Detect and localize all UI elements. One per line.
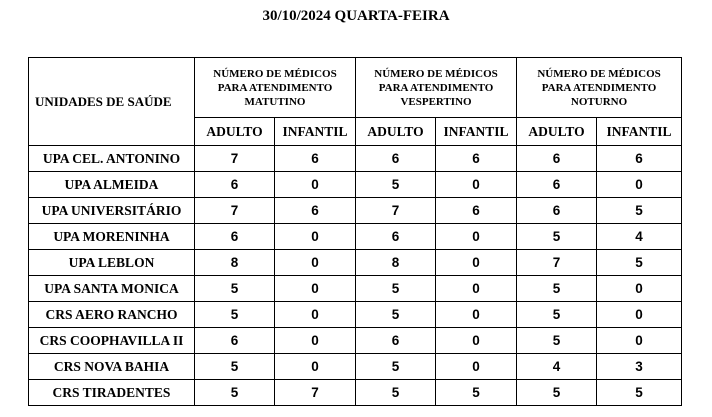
doctor-count-cell: 0 xyxy=(597,302,682,328)
doctor-count-cell: 5 xyxy=(597,198,682,224)
period-header-line: MATUTINO xyxy=(244,95,306,108)
sub-header-infantil: INFANTIL xyxy=(275,118,356,146)
table-body xyxy=(29,146,682,406)
table-row xyxy=(29,250,682,276)
period-header-line: PARA ATENDIMENTO xyxy=(378,81,494,94)
doctor-count-cell: 4 xyxy=(517,354,597,380)
doctor-count-cell: 8 xyxy=(195,250,275,276)
doctor-count-cell: 0 xyxy=(597,172,682,198)
table-row xyxy=(29,224,682,250)
doctor-count-cell: 0 xyxy=(597,328,682,354)
period-header-line: NÚMERO DE MÉDICOS xyxy=(374,67,498,80)
period-header-matutino xyxy=(195,58,356,118)
doctor-count-cell: 0 xyxy=(275,172,356,198)
sub-header-adulto: ADULTO xyxy=(356,118,436,146)
unit-name-cell: UPA UNIVERSITÁRIO xyxy=(29,198,195,224)
table-row xyxy=(29,198,682,224)
doctor-count-cell: 5 xyxy=(356,380,436,406)
period-header-line: NOTURNO xyxy=(570,95,628,108)
doctor-count-cell: 4 xyxy=(597,224,682,250)
doctor-count-cell: 7 xyxy=(195,146,275,172)
doctor-count-cell: 5 xyxy=(356,172,436,198)
doctor-count-cell: 5 xyxy=(436,380,517,406)
unit-name-cell: UPA SANTA MONICA xyxy=(29,276,195,302)
period-header-line: PARA ATENDIMENTO xyxy=(217,81,333,94)
doctor-count-cell: 7 xyxy=(517,250,597,276)
unit-column-header: UNIDADES DE SAÚDE xyxy=(29,58,195,146)
doctor-count-cell: 5 xyxy=(356,276,436,302)
doctor-count-cell: 0 xyxy=(275,302,356,328)
unit-name-cell: UPA ALMEIDA xyxy=(29,172,195,198)
doctor-count-cell: 6 xyxy=(517,198,597,224)
sub-header-adulto: ADULTO xyxy=(195,118,275,146)
doctor-count-cell: 5 xyxy=(195,302,275,328)
table-row xyxy=(29,380,682,406)
doctor-count-cell: 5 xyxy=(195,276,275,302)
doctor-count-cell: 0 xyxy=(275,276,356,302)
doctor-count-cell: 5 xyxy=(517,328,597,354)
period-header-noturno xyxy=(517,58,682,118)
table-row xyxy=(29,302,682,328)
doctor-count-cell: 0 xyxy=(436,276,517,302)
doctor-count-cell: 5 xyxy=(195,380,275,406)
doctor-count-cell: 6 xyxy=(597,146,682,172)
unit-name-cell: CRS COOPHAVILLA II xyxy=(29,328,195,354)
doctor-count-cell: 7 xyxy=(195,198,275,224)
doctor-count-cell: 0 xyxy=(436,354,517,380)
sub-header-infantil: INFANTIL xyxy=(436,118,517,146)
doctor-count-cell: 0 xyxy=(275,224,356,250)
period-header-line: NÚMERO DE MÉDICOS xyxy=(213,67,337,80)
table-row xyxy=(29,276,682,302)
doctor-count-cell: 5 xyxy=(517,276,597,302)
doctor-count-cell: 7 xyxy=(275,380,356,406)
doctor-count-cell: 6 xyxy=(436,146,517,172)
doctor-count-cell: 5 xyxy=(517,302,597,328)
period-header-line: VESPERTINO xyxy=(400,95,472,108)
unit-name-cell: CRS AERO RANCHO xyxy=(29,302,195,328)
unit-name-cell: CRS TIRADENTES xyxy=(29,380,195,406)
table-row xyxy=(29,146,682,172)
period-header-line: NÚMERO DE MÉDICOS xyxy=(537,67,661,80)
unit-name-cell: UPA CEL. ANTONINO xyxy=(29,146,195,172)
doctor-count-cell: 7 xyxy=(356,198,436,224)
doctor-count-cell: 6 xyxy=(356,146,436,172)
doctor-count-cell: 6 xyxy=(195,172,275,198)
doctor-count-cell: 0 xyxy=(597,276,682,302)
table-row xyxy=(29,172,682,198)
doctor-count-cell: 8 xyxy=(356,250,436,276)
period-header-line: PARA ATENDIMENTO xyxy=(541,81,657,94)
doctor-count-cell: 6 xyxy=(195,224,275,250)
doctor-count-cell: 5 xyxy=(517,224,597,250)
doctor-count-cell: 6 xyxy=(517,146,597,172)
doctor-count-cell: 6 xyxy=(517,172,597,198)
doctor-count-cell: 0 xyxy=(436,224,517,250)
doctor-count-cell: 5 xyxy=(356,354,436,380)
table-row xyxy=(29,354,682,380)
doctor-count-cell: 6 xyxy=(356,224,436,250)
doctors-schedule-table xyxy=(28,57,682,406)
doctor-count-cell: 5 xyxy=(517,380,597,406)
period-header-vespertino xyxy=(356,58,517,118)
page-title: 30/10/2024 QUARTA-FEIRA xyxy=(262,8,450,24)
sub-header-infantil: INFANTIL xyxy=(597,118,682,146)
doctor-count-cell: 0 xyxy=(275,328,356,354)
unit-name-cell: CRS NOVA BAHIA xyxy=(29,354,195,380)
doctor-count-cell: 0 xyxy=(275,250,356,276)
doctor-count-cell: 0 xyxy=(436,302,517,328)
sub-header-adulto: ADULTO xyxy=(517,118,597,146)
doctor-count-cell: 3 xyxy=(597,354,682,380)
doctor-count-cell: 0 xyxy=(436,328,517,354)
header-row xyxy=(29,58,682,118)
doctor-count-cell: 5 xyxy=(597,380,682,406)
doctor-count-cell: 0 xyxy=(436,250,517,276)
doctor-count-cell: 5 xyxy=(356,302,436,328)
unit-name-cell: UPA LEBLON xyxy=(29,250,195,276)
doctor-count-cell: 5 xyxy=(597,250,682,276)
doctor-count-cell: 0 xyxy=(275,354,356,380)
doctor-count-cell: 5 xyxy=(195,354,275,380)
doctor-count-cell: 6 xyxy=(275,146,356,172)
unit-name-cell: UPA MORENINHA xyxy=(29,224,195,250)
table-row xyxy=(29,328,682,354)
doctor-count-cell: 6 xyxy=(195,328,275,354)
doctor-count-cell: 6 xyxy=(275,198,356,224)
doctor-count-cell: 6 xyxy=(436,198,517,224)
doctor-count-cell: 6 xyxy=(356,328,436,354)
doctor-count-cell: 0 xyxy=(436,172,517,198)
